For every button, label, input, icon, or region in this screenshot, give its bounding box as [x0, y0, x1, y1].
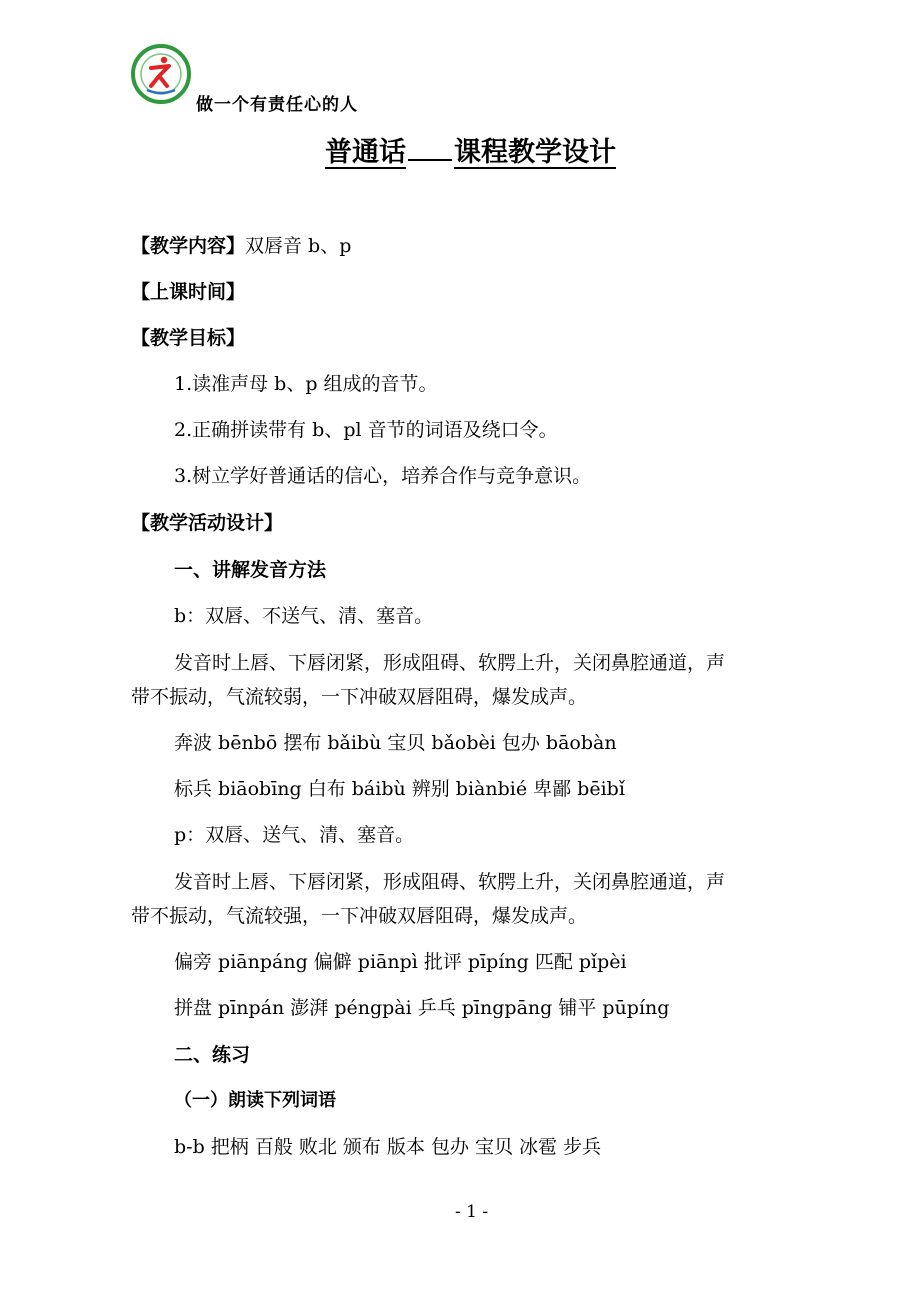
section-value: 双唇音 b、p [245, 235, 352, 257]
word-list-line: b-b 把柄 百般 败北 颁布 版本 包办 宝贝 冰雹 步兵 [174, 1136, 602, 1158]
line-activity-design: 【教学活动设计】 [131, 512, 284, 534]
school-motto: 做一个有责任心的人 [196, 95, 358, 115]
page-number: - 1 - [455, 1202, 489, 1222]
line-class-time: 【上课时间】 [131, 281, 246, 303]
goal-item: 1.读准声母 b、p 组成的音节。 [174, 373, 438, 395]
line-teaching-content [131, 231, 351, 258]
goal-item: 3.树立学好普通话的信心，培养合作与竞争意识。 [174, 465, 592, 487]
title-rest: 课程教学设计 [454, 137, 616, 168]
subsection-heading: 二、练习 [174, 1044, 251, 1066]
school-logo [131, 44, 191, 104]
paragraph-line: b：双唇、不送气、清、塞音。 [174, 605, 434, 627]
paragraph-line: 发音时上唇、下唇闭紧，形成阻碍、软腭上升，关闭鼻腔通道，声 [174, 871, 726, 893]
paragraph-line: 带不振动，气流较弱，一下冲破双唇阻碍，爆发成声。 [131, 686, 588, 708]
word-list-line: 拼盘 pīnpán 澎湃 péngpài 乒乓 pīngpāng 铺平 pūpíng [174, 997, 670, 1019]
paragraph-line: 带不振动，气流较强，一下冲破双唇阻碍，爆发成声。 [131, 905, 588, 927]
title-blank [408, 139, 452, 161]
word-list-line: 标兵 biāobīng 白布 báibù 辨别 biànbié 卑鄙 bēibǐ [174, 778, 625, 800]
subsection-heading: （一）朗读下列词语 [174, 1090, 336, 1111]
line-teaching-goals: 【教学目标】 [131, 327, 246, 349]
subsection-heading: 一、讲解发音方法 [174, 559, 327, 581]
word-list-line: 奔波 bēnbō 摆布 bǎibù 宝贝 bǎobèi 包办 bāobàn [174, 732, 617, 754]
title-subject: 普通话 [325, 137, 406, 168]
paragraph-line: 发音时上唇、下唇闭紧，形成阻碍、软腭上升，关闭鼻腔通道，声 [174, 652, 726, 674]
section-label: 【教学内容】 [131, 235, 246, 257]
word-list-line: 偏旁 piānpáng 偏僻 piānpì 批评 pīpíng 匹配 pǐpèi [174, 951, 627, 973]
paragraph-line: p：双唇、送气、清、塞音。 [174, 824, 415, 846]
goal-item: 2.正确拼读带有 b、pl 音节的词语及绕口令。 [174, 419, 558, 441]
page-title [325, 130, 616, 169]
